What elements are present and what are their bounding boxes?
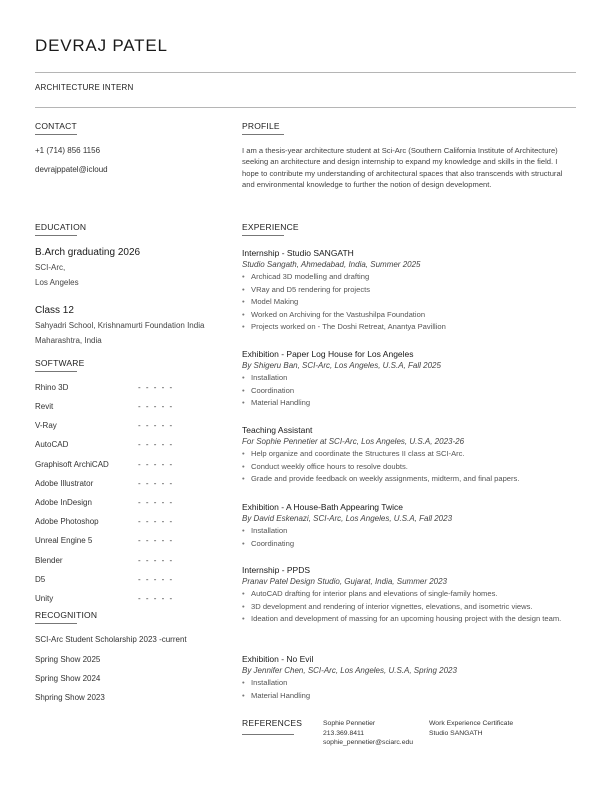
section-rule [242, 235, 284, 236]
section-rule [242, 134, 284, 135]
experience-duties [242, 372, 577, 410]
reference-line: 213.369.8411 [323, 729, 365, 737]
experience-entry [242, 653, 577, 702]
reference-line: sophie_pennetier@sciarc.edu [323, 739, 414, 746]
section-heading-education: EDUCATION [35, 222, 87, 232]
list-item: • VRay and D5 rendering for projects [242, 284, 577, 297]
education-line: Los Angeles [35, 278, 79, 287]
education-line: Maharashtra, India [35, 336, 102, 345]
experience-title: Exhibition - Paper Log House for Los Angeles [242, 349, 414, 359]
software-row [35, 383, 175, 392]
contact-phone: +1 (714) 856 1156 [35, 146, 101, 155]
software-name: Adobe Photoshop [35, 517, 99, 526]
software-row [35, 402, 175, 411]
software-name: Unity [35, 594, 54, 603]
experience-entry [242, 501, 577, 550]
recognition-item: Spring Show 2025 [35, 655, 101, 664]
software-name: AutoCAD [35, 440, 69, 449]
experience-duties [242, 677, 577, 702]
section-rule [242, 734, 294, 735]
experience-subtitle: By Jennifer Chen, SCI-Arc, Los Angeles, U.S.A, Spring 2023 [242, 666, 457, 675]
experience-subtitle: By David Eskenazi, SCI-Arc, Los Angeles, U.S.A, Fall 2023 [242, 514, 453, 523]
experience-subtitle: Studio Sangath, Ahmedabad, India, Summer 2025 [242, 260, 421, 269]
profile-text: I am a thesis-year architecture student at Sci-Arc (Southern California Institute of Architecture) seeking an architecture and design internship to expand my knowledge and skills in the field. I hope to contribute my understanding of architectural spaces that also transcends with structural and environmental knowledge to further the notion of design development. [242, 146, 563, 189]
list-item: • Installation [242, 677, 577, 690]
experience-subtitle: For Sophie Pennetier at SCI-Arc, Los Angeles, U.S.A, 2023-26 [242, 437, 465, 446]
software-row [35, 594, 175, 603]
software-name: Rhino 3D [35, 383, 69, 392]
education-line: Sahyadri School, Krishnamurti Foundation India [35, 321, 205, 330]
software-name: Revit [35, 402, 54, 411]
experience-title: Exhibition - A House-Bath Appearing Twice [242, 502, 403, 512]
software-row [35, 556, 175, 565]
software-row [35, 536, 175, 545]
reference-line: Work Experience Certificate [429, 720, 514, 727]
experience-duties [242, 271, 577, 334]
section-rule [35, 623, 77, 624]
section-heading-references: REFERENCES [242, 718, 303, 728]
list-item: • Model Making [242, 296, 577, 309]
software-level: - - - - - [138, 556, 174, 565]
education-entry [35, 247, 140, 290]
education-entry [35, 305, 204, 348]
software-name: Adobe Illustrator [35, 479, 94, 488]
software-row [35, 479, 175, 488]
software-name: D5 [35, 575, 46, 584]
experience-entry [242, 348, 577, 410]
list-item: • Installation [242, 372, 577, 385]
software-level: - - - - - [138, 479, 174, 488]
list-item: • Installation [242, 525, 577, 538]
software-name: Blender [35, 556, 63, 565]
section-heading-profile: PROFILE [242, 121, 280, 131]
section-rule [35, 235, 77, 236]
list-item: • Coordinating [242, 538, 577, 551]
software-level: - - - - - [138, 594, 174, 603]
software-row [35, 498, 175, 507]
experience-entry [242, 564, 577, 626]
section-heading-software: SOFTWARE [35, 358, 85, 368]
contact-email: devrajppatel@icloud [35, 165, 108, 174]
software-name: Graphisoft ArchiCAD [35, 460, 109, 469]
experience-subtitle: Pranav Patel Design Studio, Gujarat, India, Summer 2023 [242, 577, 447, 586]
section-heading-contact: CONTACT [35, 121, 77, 131]
software-level: - - - - - [138, 421, 174, 430]
software-level: - - - - - [138, 460, 174, 469]
role-title: ARCHITECTURE INTERN [35, 83, 134, 92]
experience-title: Teaching Assistant [242, 425, 313, 435]
list-item: • Material Handling [242, 690, 577, 703]
experience-title: Internship - PPDS [242, 565, 311, 575]
software-row [35, 421, 175, 430]
list-item: • Coordination [242, 385, 577, 398]
software-row [35, 517, 175, 526]
software-name: Adobe InDesign [35, 498, 92, 507]
experience-entry [242, 247, 577, 334]
reference-contact [323, 719, 413, 748]
software-level: - - - - - [138, 575, 174, 584]
section-heading-experience: EXPERIENCE [242, 222, 299, 232]
software-level: - - - - - [138, 536, 174, 545]
software-name: V-Ray [35, 421, 57, 430]
software-row [35, 460, 175, 469]
reference-document [429, 719, 513, 738]
list-item: • Help organize and coordinate the Structures II class at SCI-Arc. [242, 448, 577, 461]
reference-line: Studio SANGATH [429, 729, 483, 737]
experience-duties [242, 525, 577, 550]
experience-subtitle: By Shigeru Ban, SCI-Arc, Los Angeles, U.S.A, Fall 2025 [242, 361, 441, 370]
list-item: • Projects worked on - The Doshi Retreat, Anantya Pavillion [242, 321, 577, 334]
recognition-item: SCI-Arc Student Scholarship 2023 -current [35, 635, 187, 644]
section-rule [35, 371, 77, 372]
header-divider-top [35, 72, 576, 73]
header-divider-bottom [35, 107, 576, 108]
experience-entry [242, 424, 577, 486]
list-item: • Material Handling [242, 397, 577, 410]
reference-line: Sophie Pennetier [323, 720, 376, 727]
experience-duties [242, 588, 577, 626]
section-rule [35, 134, 77, 135]
list-item: • Conduct weekly office hours to resolve doubts. [242, 461, 577, 474]
education-title: B.Arch graduating 2026 [35, 247, 141, 258]
list-item: • Ideation and development of massing for an upcoming housing project with the design team. [242, 613, 577, 626]
list-item: • Worked on Archiving for the Vastushilpa Foundation [242, 309, 577, 322]
education-line: SCI-Arc, [35, 263, 66, 272]
section-heading-recognition: RECOGNITION [35, 610, 98, 620]
education-title: Class 12 [35, 305, 74, 316]
software-level: - - - - - [138, 402, 174, 411]
software-name: Unreal Engine 5 [35, 536, 93, 545]
list-item: • 3D development and rendering of interior vignettes, elevations, and isometric views. [242, 601, 577, 614]
software-level: - - - - - [138, 517, 174, 526]
software-row [35, 575, 175, 584]
list-item: • AutoCAD drafting for interior plans and elevations of single-family homes. [242, 588, 577, 601]
candidate-name: DEVRAJ PATEL [35, 36, 168, 55]
list-item: • Archicad 3D modelling and drafting [242, 271, 577, 284]
recognition-item: Shpring Show 2023 [35, 693, 105, 702]
experience-title: Exhibition - No Evil [242, 654, 314, 664]
software-level: - - - - - [138, 440, 174, 449]
experience-title: Internship - Studio SANGATH [242, 248, 354, 258]
software-level: - - - - - [138, 498, 174, 507]
recognition-item: Spring Show 2024 [35, 674, 101, 683]
software-row [35, 440, 175, 449]
list-item: • Grade and provide feedback on weekly assignments, midterm, and final papers. [242, 473, 577, 486]
experience-duties [242, 448, 577, 486]
software-level: - - - - - [138, 383, 174, 392]
